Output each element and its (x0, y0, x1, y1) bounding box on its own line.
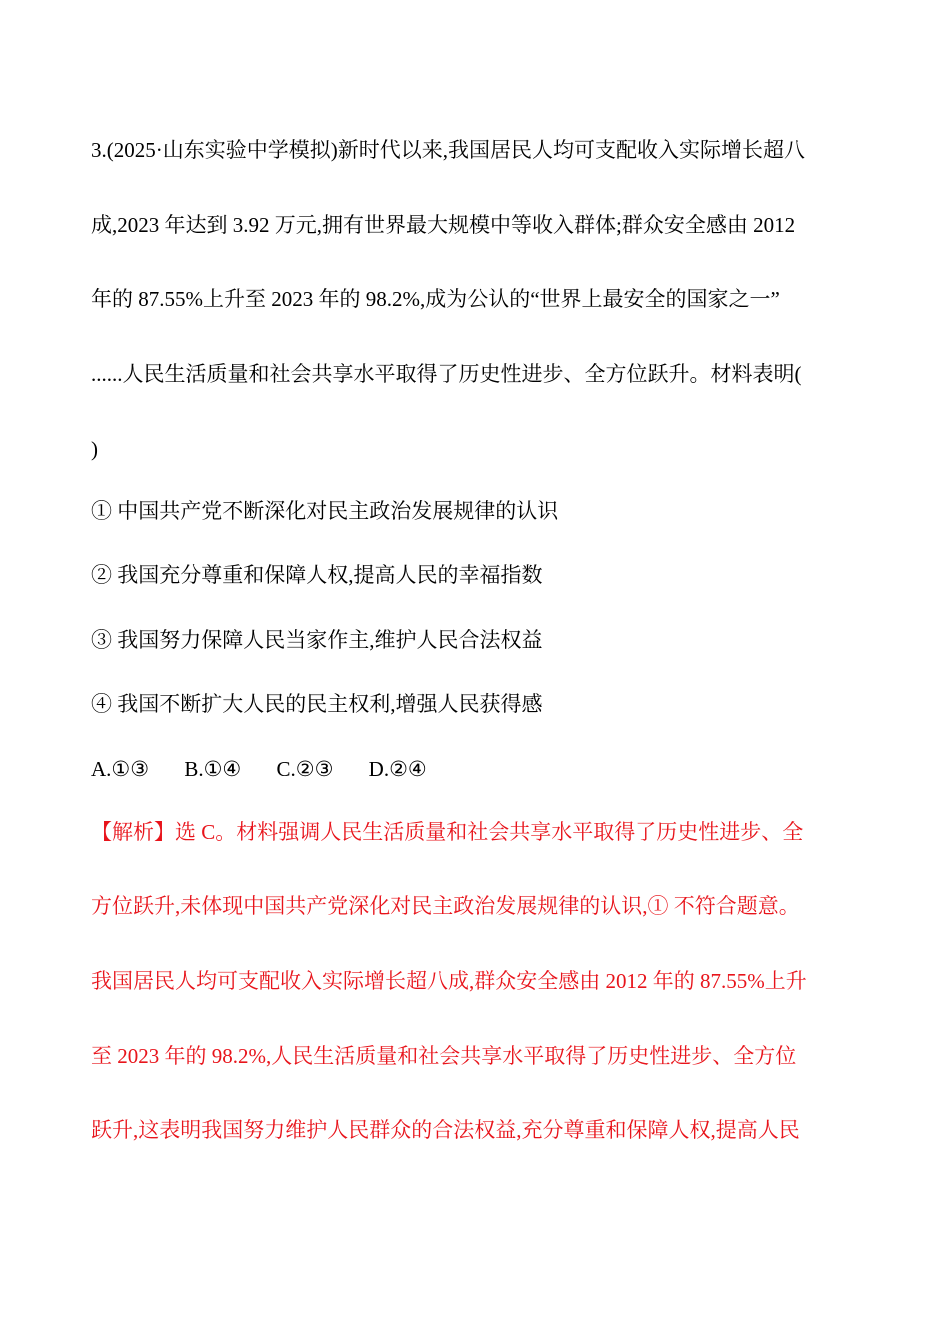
answer-choices (91, 755, 861, 783)
question-line-4: ......人民生活质量和社会共享水平取得了历史性进步、全方位跃升。材料表明( (91, 362, 802, 386)
analysis-line-5: 跃升,这表明我国努力维护人民群众的合法权益,充分尊重和保障人权,提高人民 (91, 1118, 800, 1142)
statement-3: ③ 我国努力保障人民当家作主,维护人民合法权益 (91, 628, 543, 652)
statement-4: ④ 我国不断扩大人民的民主权利,增强人民获得感 (91, 692, 543, 716)
choice-c: C.②③ (276, 757, 334, 781)
choice-b: B.①④ (184, 757, 242, 781)
choice-d: D.②④ (368, 757, 427, 781)
statement-1: ① 中国共产党不断深化对民主政治发展规律的认识 (91, 499, 559, 523)
analysis-line-2: 方位跃升,未体现中国共产党深化对民主政治发展规律的认识,① 不符合题意。 (91, 894, 800, 918)
question-line-2: 成,2023 年达到 3.92 万元,拥有世界最大规模中等收入群体;群众安全感由 2012 (91, 213, 796, 237)
question-line-3: 年的 87.55%上升至 2023 年的 98.2%,成为公认的“世界上最安全的国家之一” (91, 287, 780, 311)
analysis-line-3: 我国居民人均可支配收入实际增长超八成,群众安全感由 2012 年的 87.55%上升 (91, 969, 807, 993)
question-line-1: 3.(2025·山东实验中学模拟)新时代以来,我国居民人均可支配收入实际增长超八 (91, 138, 805, 162)
analysis-line-4: 至 2023 年的 98.2%,人民生活质量和社会共享水平取得了历史性进步、全方位 (91, 1044, 797, 1068)
analysis-line-1: 【解析】选 C。材料强调人民生活质量和社会共享水平取得了历史性进步、全 (91, 820, 804, 844)
choice-a: A.①③ (91, 757, 150, 781)
question-line-5: ) (91, 437, 98, 461)
statement-2: ② 我国充分尊重和保障人权,提高人民的幸福指数 (91, 563, 543, 587)
